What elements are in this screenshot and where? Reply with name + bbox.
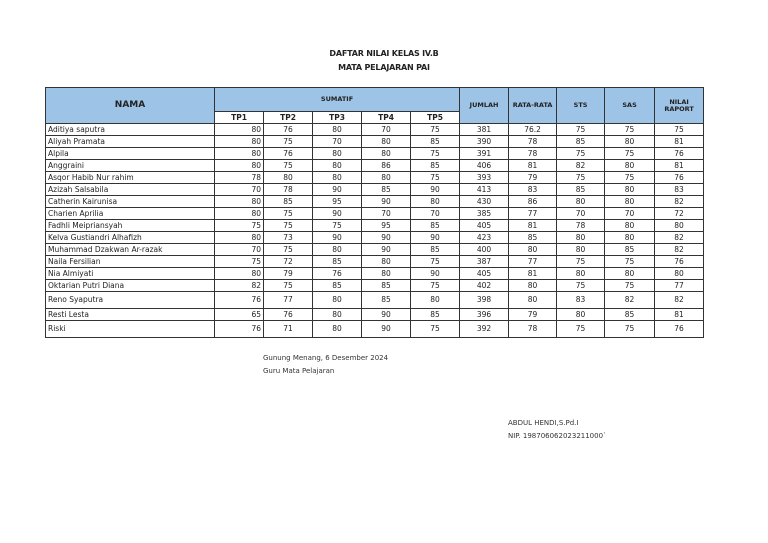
tp5-cell: 75 bbox=[411, 280, 460, 292]
jumlah-cell: 381 bbox=[460, 124, 509, 136]
sts-cell: 75 bbox=[557, 321, 605, 338]
student-name-cell: Kelva Gustiandri Alhafizh bbox=[46, 232, 215, 244]
student-name-cell: Azizah Salsabila bbox=[46, 184, 215, 196]
rata-rata-cell: 80 bbox=[509, 280, 557, 292]
table-row bbox=[46, 148, 704, 160]
student-name-cell: Oktarian Putri Diana bbox=[46, 280, 215, 292]
teacher-role: Guru Mata Pelajaran bbox=[263, 367, 335, 375]
sts-cell: 80 bbox=[557, 196, 605, 208]
rata-rata-cell: 80 bbox=[509, 244, 557, 256]
sas-cell: 75 bbox=[605, 321, 655, 338]
table-row bbox=[46, 184, 704, 196]
sts-cell: 85 bbox=[557, 136, 605, 148]
tp5-cell: 80 bbox=[411, 292, 460, 309]
tp3-cell: 85 bbox=[313, 280, 362, 292]
nilai-raport-cell: 81 bbox=[655, 309, 704, 321]
header-jumlah: JUMLAH bbox=[460, 88, 509, 124]
tp1-cell: 82 bbox=[215, 280, 264, 292]
jumlah-cell: 402 bbox=[460, 280, 509, 292]
student-name-cell: Reno Syaputra bbox=[46, 292, 215, 309]
sas-cell: 80 bbox=[605, 160, 655, 172]
sas-cell: 75 bbox=[605, 256, 655, 268]
sas-cell: 75 bbox=[605, 124, 655, 136]
sts-cell: 75 bbox=[557, 148, 605, 160]
sts-cell: 80 bbox=[557, 268, 605, 280]
rata-rata-cell: 78 bbox=[509, 321, 557, 338]
student-name-cell: Anggraini bbox=[46, 160, 215, 172]
nilai-raport-cell: 76 bbox=[655, 148, 704, 160]
sas-cell: 75 bbox=[605, 148, 655, 160]
header-tp5: TP5 bbox=[411, 112, 460, 124]
rata-rata-cell: 81 bbox=[509, 268, 557, 280]
tp4-cell: 86 bbox=[362, 160, 411, 172]
tp2-cell: 85 bbox=[264, 196, 313, 208]
nilai-raport-cell: 83 bbox=[655, 184, 704, 196]
tp4-cell: 80 bbox=[362, 136, 411, 148]
table-row bbox=[46, 256, 704, 268]
student-name-cell: Nia Almiyati bbox=[46, 268, 215, 280]
sas-cell: 80 bbox=[605, 184, 655, 196]
rata-rata-cell: 79 bbox=[509, 309, 557, 321]
tp4-cell: 90 bbox=[362, 196, 411, 208]
rata-rata-cell: 80 bbox=[509, 292, 557, 309]
nilai-raport-cell: 76 bbox=[655, 256, 704, 268]
tp1-cell: 75 bbox=[215, 220, 264, 232]
tp5-cell: 85 bbox=[411, 136, 460, 148]
sas-cell: 75 bbox=[605, 280, 655, 292]
rata-rata-cell: 77 bbox=[509, 256, 557, 268]
tp4-cell: 85 bbox=[362, 292, 411, 309]
sts-cell: 85 bbox=[557, 184, 605, 196]
tp5-cell: 75 bbox=[411, 148, 460, 160]
tp2-cell: 80 bbox=[264, 172, 313, 184]
rata-rata-cell: 86 bbox=[509, 196, 557, 208]
tp4-cell: 70 bbox=[362, 208, 411, 220]
sas-cell: 80 bbox=[605, 220, 655, 232]
sts-cell: 75 bbox=[557, 280, 605, 292]
tp5-cell: 85 bbox=[411, 160, 460, 172]
tp4-cell: 90 bbox=[362, 244, 411, 256]
student-name-cell: Naila Fersilian bbox=[46, 256, 215, 268]
header-tp4: TP4 bbox=[362, 112, 411, 124]
student-name-cell: Aditiya saputra bbox=[46, 124, 215, 136]
sts-cell: 75 bbox=[557, 172, 605, 184]
jumlah-cell: 391 bbox=[460, 148, 509, 160]
nilai-raport-cell: 76 bbox=[655, 172, 704, 184]
table-row bbox=[46, 321, 704, 338]
jumlah-cell: 405 bbox=[460, 268, 509, 280]
tp1-cell: 80 bbox=[215, 208, 264, 220]
sas-cell: 85 bbox=[605, 309, 655, 321]
tp1-cell: 80 bbox=[215, 148, 264, 160]
header-tp3: TP3 bbox=[313, 112, 362, 124]
tp1-cell: 80 bbox=[215, 196, 264, 208]
tp2-cell: 73 bbox=[264, 232, 313, 244]
tp3-cell: 80 bbox=[313, 244, 362, 256]
jumlah-cell: 398 bbox=[460, 292, 509, 309]
tp4-cell: 90 bbox=[362, 309, 411, 321]
teacher-nip: NIP. 198706062023211000` bbox=[508, 432, 607, 440]
tp1-cell: 70 bbox=[215, 184, 264, 196]
tp5-cell: 85 bbox=[411, 309, 460, 321]
student-name-cell: Aliyah Pramata bbox=[46, 136, 215, 148]
table-row bbox=[46, 136, 704, 148]
sts-cell: 75 bbox=[557, 256, 605, 268]
sts-cell: 78 bbox=[557, 220, 605, 232]
tp4-cell: 80 bbox=[362, 148, 411, 160]
tp4-cell: 80 bbox=[362, 172, 411, 184]
jumlah-cell: 413 bbox=[460, 184, 509, 196]
tp4-cell: 90 bbox=[362, 321, 411, 338]
tp1-cell: 78 bbox=[215, 172, 264, 184]
tp1-cell: 80 bbox=[215, 268, 264, 280]
tp3-cell: 90 bbox=[313, 208, 362, 220]
tp1-cell: 80 bbox=[215, 136, 264, 148]
tp5-cell: 75 bbox=[411, 256, 460, 268]
teacher-name: ABDUL HENDI,S.Pd.I bbox=[508, 419, 579, 427]
tp1-cell: 80 bbox=[215, 124, 264, 136]
sas-cell: 80 bbox=[605, 136, 655, 148]
tp3-cell: 80 bbox=[313, 160, 362, 172]
nilai-raport-cell: 72 bbox=[655, 208, 704, 220]
tp5-cell: 85 bbox=[411, 244, 460, 256]
table-row bbox=[46, 292, 704, 309]
tp1-cell: 80 bbox=[215, 232, 264, 244]
tp4-cell: 85 bbox=[362, 184, 411, 196]
sas-cell: 80 bbox=[605, 232, 655, 244]
rata-rata-cell: 77 bbox=[509, 208, 557, 220]
tp5-cell: 80 bbox=[411, 196, 460, 208]
tp3-cell: 90 bbox=[313, 184, 362, 196]
nilai-raport-cell: 82 bbox=[655, 196, 704, 208]
tp5-cell: 75 bbox=[411, 172, 460, 184]
student-name-cell: Riski bbox=[46, 321, 215, 338]
sas-cell: 82 bbox=[605, 292, 655, 309]
nilai-raport-cell: 80 bbox=[655, 220, 704, 232]
student-name-cell: Resti Lesta bbox=[46, 309, 215, 321]
sts-cell: 75 bbox=[557, 124, 605, 136]
tp2-cell: 76 bbox=[264, 309, 313, 321]
table-row bbox=[46, 196, 704, 208]
jumlah-cell: 405 bbox=[460, 220, 509, 232]
sts-cell: 70 bbox=[557, 208, 605, 220]
tp1-cell: 75 bbox=[215, 256, 264, 268]
tp3-cell: 80 bbox=[313, 172, 362, 184]
student-name-cell: Charien Aprilia bbox=[46, 208, 215, 220]
header-sumatif: SUMATIF bbox=[215, 88, 460, 112]
jumlah-cell: 396 bbox=[460, 309, 509, 321]
nilai-raport-cell: 81 bbox=[655, 160, 704, 172]
tp3-cell: 70 bbox=[313, 136, 362, 148]
jumlah-cell: 390 bbox=[460, 136, 509, 148]
tp2-cell: 76 bbox=[264, 148, 313, 160]
rata-rata-cell: 78 bbox=[509, 148, 557, 160]
nilai-raport-cell: 81 bbox=[655, 136, 704, 148]
table-row bbox=[46, 280, 704, 292]
tp5-cell: 90 bbox=[411, 184, 460, 196]
rata-rata-cell: 79 bbox=[509, 172, 557, 184]
tp2-cell: 75 bbox=[264, 244, 313, 256]
rata-rata-cell: 85 bbox=[509, 232, 557, 244]
tp5-cell: 90 bbox=[411, 268, 460, 280]
table-row bbox=[46, 244, 704, 256]
tp5-cell: 75 bbox=[411, 321, 460, 338]
tp3-cell: 76 bbox=[313, 268, 362, 280]
tp5-cell: 70 bbox=[411, 208, 460, 220]
tp2-cell: 75 bbox=[264, 280, 313, 292]
table-row bbox=[46, 220, 704, 232]
tp2-cell: 75 bbox=[264, 208, 313, 220]
sas-cell: 75 bbox=[605, 172, 655, 184]
tp2-cell: 76 bbox=[264, 124, 313, 136]
nilai-raport-cell: 80 bbox=[655, 268, 704, 280]
sts-cell: 80 bbox=[557, 309, 605, 321]
rata-rata-cell: 81 bbox=[509, 160, 557, 172]
tp5-cell: 75 bbox=[411, 124, 460, 136]
tp2-cell: 75 bbox=[264, 136, 313, 148]
tp5-cell: 85 bbox=[411, 220, 460, 232]
sas-cell: 80 bbox=[605, 268, 655, 280]
jumlah-cell: 423 bbox=[460, 232, 509, 244]
tp2-cell: 72 bbox=[264, 256, 313, 268]
tp3-cell: 80 bbox=[313, 309, 362, 321]
tp2-cell: 71 bbox=[264, 321, 313, 338]
tp3-cell: 80 bbox=[313, 321, 362, 338]
student-name-cell: Asqor Habib Nur rahim bbox=[46, 172, 215, 184]
tp1-cell: 70 bbox=[215, 244, 264, 256]
tp3-cell: 75 bbox=[313, 220, 362, 232]
rata-rata-cell: 76.2 bbox=[509, 124, 557, 136]
nilai-raport-cell: 76 bbox=[655, 321, 704, 338]
tp1-cell: 76 bbox=[215, 292, 264, 309]
tp4-cell: 85 bbox=[362, 280, 411, 292]
rata-rata-cell: 81 bbox=[509, 220, 557, 232]
header-row bbox=[46, 88, 704, 112]
table-row bbox=[46, 268, 704, 280]
jumlah-cell: 385 bbox=[460, 208, 509, 220]
table-row bbox=[46, 160, 704, 172]
header-sts: STS bbox=[557, 88, 605, 124]
student-name-cell: Catherin Kairunisa bbox=[46, 196, 215, 208]
table-row bbox=[46, 232, 704, 244]
nilai-raport-cell: 82 bbox=[655, 244, 704, 256]
nilai-raport-cell: 82 bbox=[655, 232, 704, 244]
tp2-cell: 75 bbox=[264, 220, 313, 232]
jumlah-cell: 392 bbox=[460, 321, 509, 338]
nilai-raport-cell: 75 bbox=[655, 124, 704, 136]
tp4-cell: 80 bbox=[362, 268, 411, 280]
tp2-cell: 79 bbox=[264, 268, 313, 280]
sts-cell: 80 bbox=[557, 232, 605, 244]
student-name-cell: Fadhli Meipriansyah bbox=[46, 220, 215, 232]
sas-cell: 70 bbox=[605, 208, 655, 220]
grades-table bbox=[45, 87, 704, 338]
tp3-cell: 95 bbox=[313, 196, 362, 208]
table-row bbox=[46, 309, 704, 321]
tp4-cell: 95 bbox=[362, 220, 411, 232]
sas-cell: 80 bbox=[605, 196, 655, 208]
student-name-cell: Muhammad Dzakwan Ar-razak bbox=[46, 244, 215, 256]
document-title: DAFTAR NILAI KELAS IV.B bbox=[329, 49, 439, 58]
table-row bbox=[46, 124, 704, 136]
sts-cell: 82 bbox=[557, 160, 605, 172]
tp1-cell: 80 bbox=[215, 160, 264, 172]
header-sas: SAS bbox=[605, 88, 655, 124]
tp1-cell: 65 bbox=[215, 309, 264, 321]
header-nilai-raport: NILAI RAPORT bbox=[655, 88, 704, 124]
tp3-cell: 80 bbox=[313, 124, 362, 136]
jumlah-cell: 400 bbox=[460, 244, 509, 256]
table-row bbox=[46, 208, 704, 220]
place-date: Gunung Menang, 6 Desember 2024 bbox=[263, 354, 389, 362]
rata-rata-cell: 83 bbox=[509, 184, 557, 196]
tp4-cell: 80 bbox=[362, 256, 411, 268]
jumlah-cell: 393 bbox=[460, 172, 509, 184]
tp2-cell: 75 bbox=[264, 160, 313, 172]
rata-rata-cell: 78 bbox=[509, 136, 557, 148]
tp3-cell: 90 bbox=[313, 232, 362, 244]
document-subtitle: MATA PELAJARAN PAI bbox=[338, 63, 430, 72]
header-tp1: TP1 bbox=[215, 112, 264, 124]
sts-cell: 80 bbox=[557, 244, 605, 256]
nilai-raport-cell: 77 bbox=[655, 280, 704, 292]
header-tp2: TP2 bbox=[264, 112, 313, 124]
sts-cell: 83 bbox=[557, 292, 605, 309]
tp3-cell: 85 bbox=[313, 256, 362, 268]
tp5-cell: 90 bbox=[411, 232, 460, 244]
header-rata-rata: RATA-RATA bbox=[509, 88, 557, 124]
tp3-cell: 80 bbox=[313, 148, 362, 160]
jumlah-cell: 387 bbox=[460, 256, 509, 268]
jumlah-cell: 430 bbox=[460, 196, 509, 208]
header-nama: NAMA bbox=[46, 88, 215, 124]
tp1-cell: 76 bbox=[215, 321, 264, 338]
tp3-cell: 80 bbox=[313, 292, 362, 309]
sas-cell: 85 bbox=[605, 244, 655, 256]
jumlah-cell: 406 bbox=[460, 160, 509, 172]
nilai-raport-cell: 82 bbox=[655, 292, 704, 309]
table-row bbox=[46, 172, 704, 184]
student-name-cell: Alpila bbox=[46, 148, 215, 160]
tp4-cell: 70 bbox=[362, 124, 411, 136]
tp2-cell: 77 bbox=[264, 292, 313, 309]
tp2-cell: 78 bbox=[264, 184, 313, 196]
tp4-cell: 90 bbox=[362, 232, 411, 244]
